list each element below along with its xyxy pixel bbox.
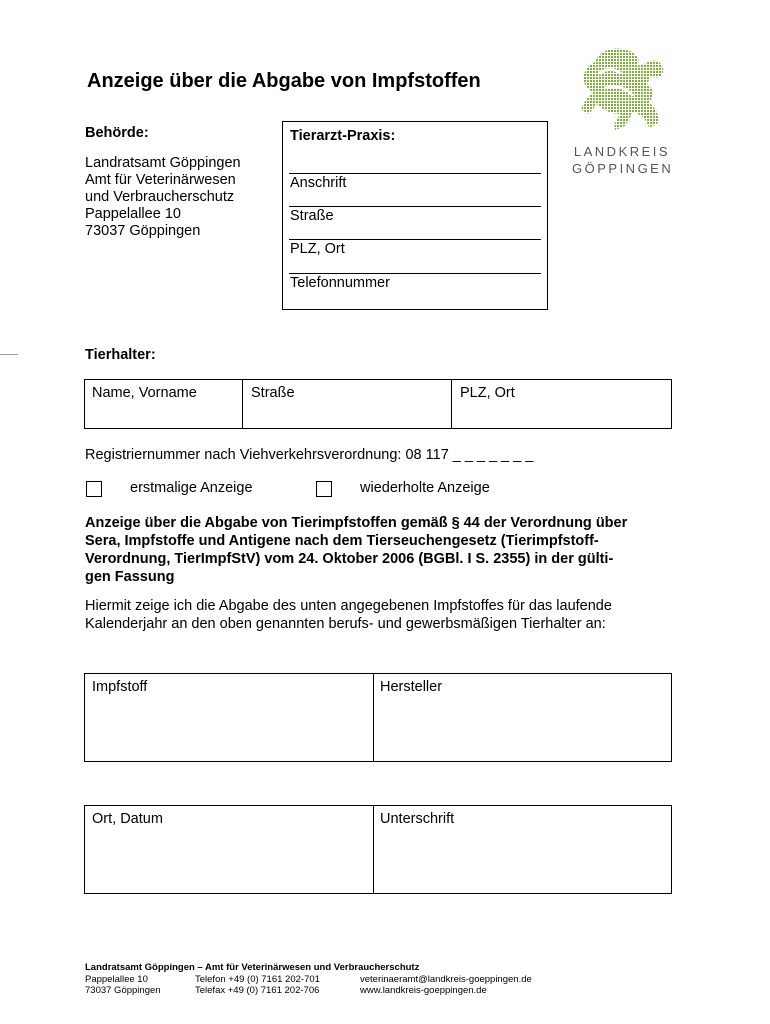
tierhalter-heading: Tierhalter:: [85, 347, 156, 363]
footer: [85, 962, 532, 997]
logo-line2: GÖPPINGEN: [572, 161, 674, 176]
footer-email[interactable]: veterinaeramt@landkreis-goeppingen.de: [360, 973, 532, 985]
legal-line: Sera, Impfstoffe und Antigene nach dem Tierseuchengesetz (Tierimpfstoff-: [85, 533, 599, 549]
ort-datum-label: Ort, Datum: [92, 811, 163, 827]
praxis-field-strasse: Straße: [290, 208, 334, 224]
praxis-anschrift-line[interactable]: [289, 206, 541, 207]
table-divider: [451, 380, 452, 428]
footer-fax: Telefax +49 (0) 7161 202-706: [195, 985, 320, 996]
praxis-heading: Tierarzt-Praxis:: [290, 128, 396, 144]
erstmalige-anzeige-checkbox[interactable]: [86, 481, 102, 497]
table-divider: [373, 806, 374, 893]
landkreis-logo-text: [572, 143, 672, 177]
legal-line: gen Fassung: [85, 569, 175, 585]
statement-paragraph: [85, 597, 612, 633]
erstmalige-anzeige-label: erstmalige Anzeige: [130, 480, 253, 496]
address-line: Pappelallee 10: [85, 206, 181, 222]
praxis-plz-line[interactable]: [289, 273, 541, 274]
address-line: Amt für Veterinärwesen: [85, 172, 236, 188]
signature-table[interactable]: [84, 805, 672, 894]
impfstoff-table[interactable]: [84, 673, 672, 762]
address-line: Landratsamt Göppingen: [85, 155, 241, 171]
landkreis-lion-logo: [575, 44, 671, 134]
praxis-field-plz-ort: PLZ, Ort: [290, 241, 345, 257]
wiederholte-anzeige-label: wiederholte Anzeige: [360, 480, 490, 496]
document-title: Anzeige über die Abgabe von Impfstoffen: [87, 70, 481, 92]
wiederholte-anzeige-checkbox[interactable]: [316, 481, 332, 497]
behoerde-heading: Behörde:: [85, 125, 149, 141]
margin-mark: [0, 354, 18, 355]
lion-icon: [575, 44, 671, 134]
legal-line: Verordnung, TierImpfStV) vom 24. Oktober 2006 (BGBl. I S. 2355) in der gülti-: [85, 551, 614, 567]
praxis-field-anschrift: Anschrift: [290, 175, 347, 191]
footer-phone: Telefon +49 (0) 7161 202-701: [195, 973, 320, 985]
tierhalter-col-name: Name, Vorname: [92, 385, 197, 401]
legal-paragraph: [85, 514, 627, 586]
praxis-strasse-line[interactable]: [289, 239, 541, 240]
statement-line: Hiermit zeige ich die Abgabe des unten angegebenen Impfstoffes für das laufende: [85, 598, 612, 614]
footer-street: Pappelallee 10: [85, 973, 148, 985]
table-divider: [373, 674, 374, 761]
logo-line1: LANDKREIS: [573, 144, 671, 159]
footer-city: 73037 Göppingen: [85, 985, 161, 996]
registriernummer: Registriernummer nach Viehverkehrsverordnung: 08 117 _ _ _ _ _ _ _: [85, 447, 534, 463]
praxis-name-line[interactable]: [289, 173, 541, 174]
table-divider: [242, 380, 243, 428]
hersteller-label: Hersteller: [380, 679, 443, 695]
footer-website[interactable]: www.landkreis-goeppingen.de: [360, 985, 487, 996]
tierhalter-col-strasse: Straße: [251, 385, 295, 401]
footer-row: [85, 974, 532, 986]
legal-line: Anzeige über die Abgabe von Tierimpfstoffen gemäß § 44 der Verordnung über: [85, 515, 628, 531]
behoerde-address: [85, 155, 241, 240]
unterschrift-label: Unterschrift: [380, 811, 455, 827]
address-line: und Verbraucherschutz: [85, 189, 235, 205]
footer-row: [85, 985, 532, 997]
praxis-field-telefon: Telefonnummer: [290, 275, 390, 291]
footer-heading: Landratsamt Göppingen – Amt für Veterinärwesen und Verbraucherschutz: [85, 962, 420, 973]
statement-line: Kalenderjahr an den oben genannten berufs- und gewerbsmäßigen Tierhalter an:: [85, 616, 606, 632]
address-line: 73037 Göppingen: [85, 223, 201, 239]
tierarzt-praxis-box[interactable]: [282, 121, 548, 310]
tierhalter-col-plz-ort: PLZ, Ort: [460, 385, 515, 401]
tierhalter-table[interactable]: [84, 379, 672, 429]
impfstoff-label: Impfstoff: [92, 679, 148, 695]
